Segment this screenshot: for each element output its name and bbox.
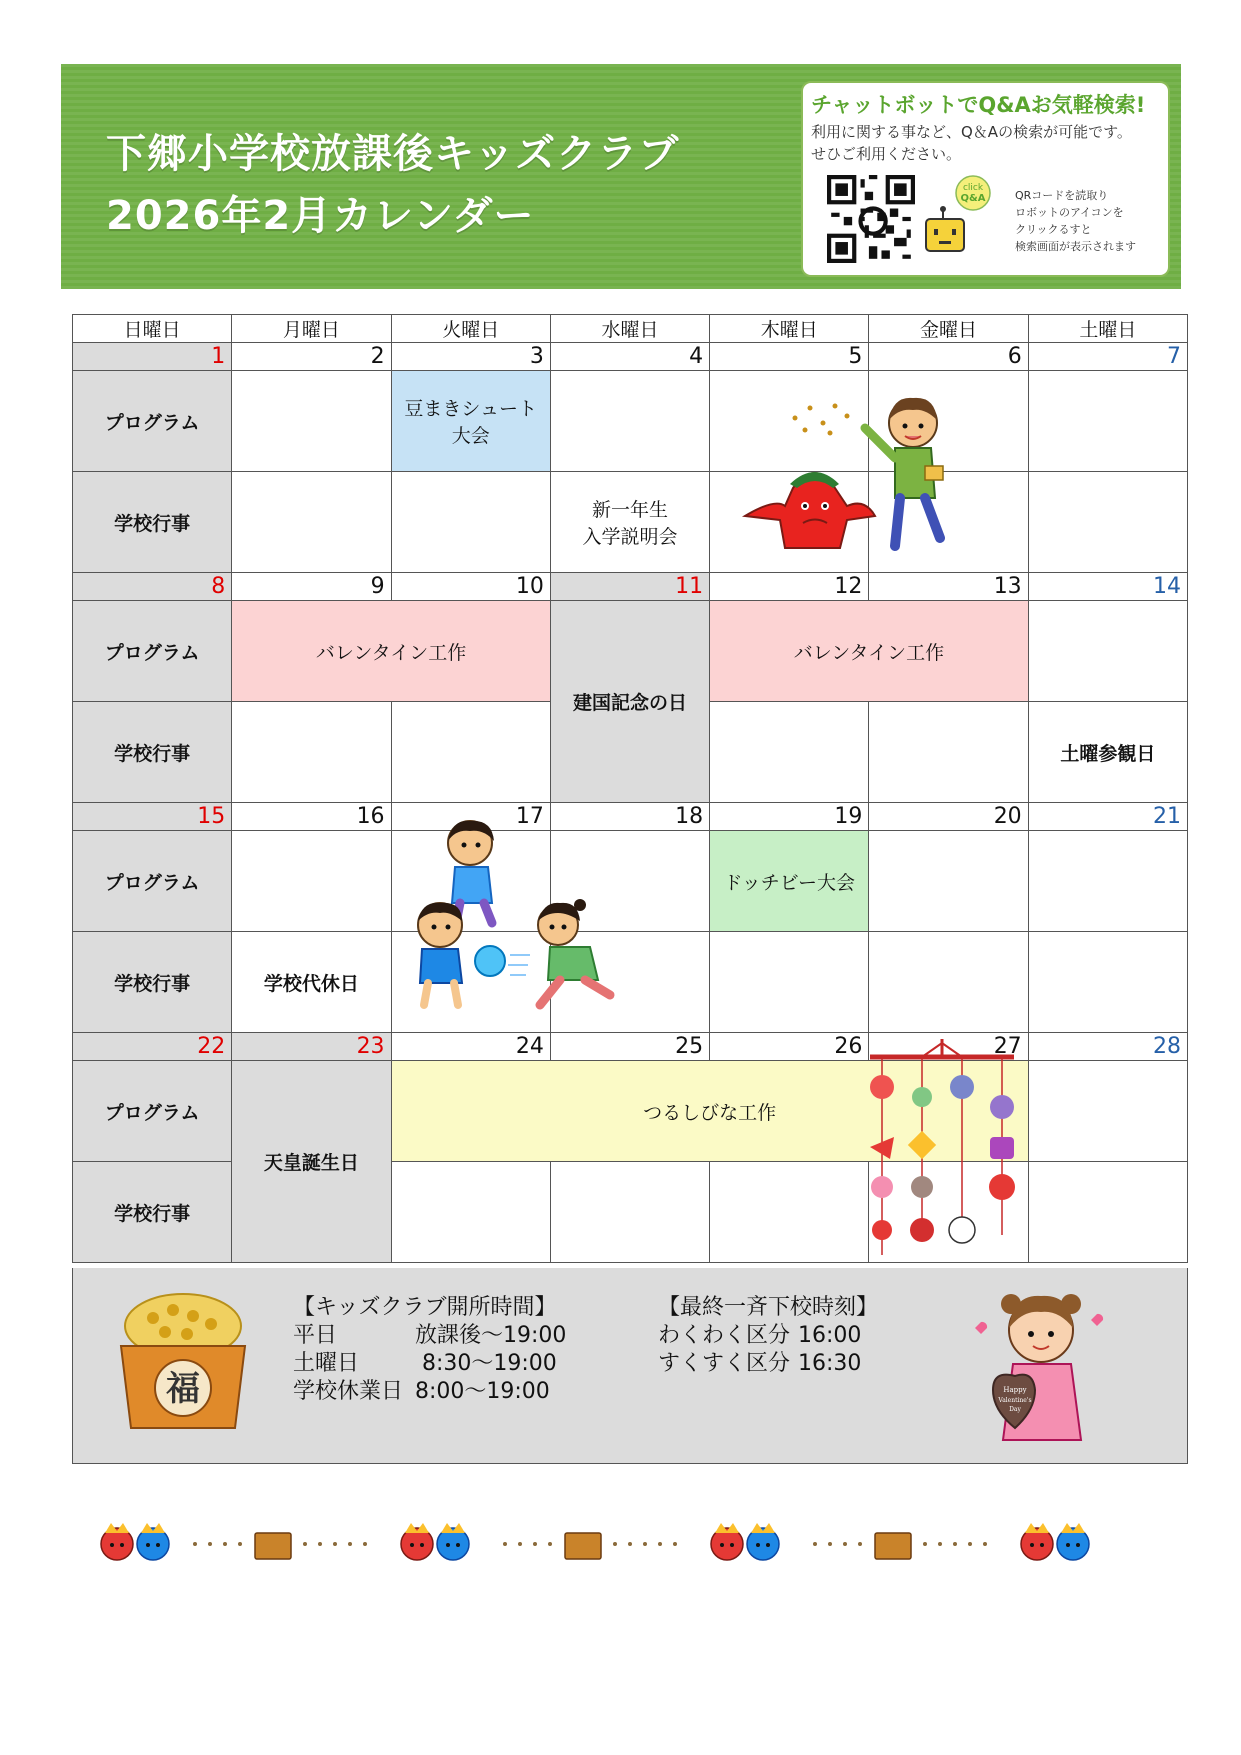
week-1-program xyxy=(73,371,1188,472)
weekday-header-row xyxy=(73,315,1188,343)
week-1-dates xyxy=(73,343,1188,371)
date-cell: 20 xyxy=(869,803,1028,831)
event-emperors-birthday: 天皇誕生日 xyxy=(232,1061,391,1263)
event-cell xyxy=(391,702,550,803)
date-cell: 21 xyxy=(1028,803,1187,831)
event-dodgebee: ドッチビー大会 xyxy=(710,831,869,932)
row-label-program: プログラム xyxy=(73,601,232,702)
date-cell: 6 xyxy=(869,343,1028,371)
date-cell: 27 xyxy=(869,1033,1028,1061)
week-3-program xyxy=(73,831,1188,932)
date-cell: 5 xyxy=(710,343,869,371)
event-cell xyxy=(232,371,391,472)
event-cell xyxy=(550,371,709,472)
date-cell: 14 xyxy=(1028,573,1187,601)
weekday-wed: 水曜日 xyxy=(550,315,709,343)
weekday-tue: 火曜日 xyxy=(391,315,550,343)
dismissal-times xyxy=(658,1294,878,1378)
hours-title: 【キッズクラブ開所時間】 xyxy=(293,1295,557,1320)
valentine-text-1: Happy xyxy=(1003,1386,1027,1394)
masu-character: 福 xyxy=(166,1369,200,1409)
event-cell xyxy=(1028,831,1187,932)
event-cell xyxy=(1028,1162,1187,1263)
date-cell: 26 xyxy=(710,1033,869,1061)
row-label-school: 学校行事 xyxy=(73,932,232,1033)
date-cell: 7 xyxy=(1028,343,1187,371)
date-cell: 25 xyxy=(550,1033,709,1061)
qa-line-2: せひご利用ください。 xyxy=(811,145,962,163)
event-cell xyxy=(1028,1061,1187,1162)
qa-note-1: QRコードを読取り xyxy=(1015,189,1109,202)
date-cell: 1 xyxy=(73,343,232,371)
week-1-school xyxy=(73,472,1188,573)
date-cell: 28 xyxy=(1028,1033,1187,1061)
date-cell: 11 xyxy=(550,573,709,601)
row-label-school: 学校行事 xyxy=(73,1162,232,1263)
qa-instructions xyxy=(1015,187,1136,255)
page-subtitle: 2026年2月カレンダー xyxy=(106,193,535,239)
date-cell: 23 xyxy=(232,1033,391,1061)
event-cell xyxy=(232,702,391,803)
dodgebee-kids-illustration xyxy=(400,815,630,1015)
weekday-sat: 土曜日 xyxy=(1028,315,1187,343)
hours-row-saturday: 土曜日 8:30～19:00 xyxy=(293,1351,557,1376)
event-cell xyxy=(869,932,1028,1033)
valentine-girl-illustration xyxy=(963,1280,1113,1450)
decorative-border-oni-masu xyxy=(95,1515,1145,1573)
row-label-program: プログラム xyxy=(73,831,232,932)
chatbot-qa-box xyxy=(801,81,1170,277)
event-cell xyxy=(1028,932,1187,1033)
date-cell: 24 xyxy=(391,1033,550,1061)
event-mamemaki: 豆まきシュート 大会 xyxy=(391,371,550,472)
qa-note-3: クリックるすと xyxy=(1015,223,1092,236)
event-substitute-holiday: 学校代休日 xyxy=(232,932,391,1033)
tsurushibina-illustration xyxy=(862,1035,1022,1265)
event-cell xyxy=(710,932,869,1033)
valentine-text-3: Day xyxy=(1009,1406,1021,1413)
weekday-fri: 金曜日 xyxy=(869,315,1028,343)
event-cell xyxy=(232,831,391,932)
date-cell: 4 xyxy=(550,343,709,371)
event-cell xyxy=(1028,472,1187,573)
date-cell: 18 xyxy=(550,803,709,831)
weekday-mon: 月曜日 xyxy=(232,315,391,343)
fukumasu-bean-box-illustration xyxy=(113,1288,253,1438)
event-orientation: 新一年生 入学説明会 xyxy=(550,472,709,573)
qa-badge-text: Q&A xyxy=(960,193,986,204)
date-cell: 22 xyxy=(73,1033,232,1061)
event-valentine-craft: バレンタイン工作 xyxy=(710,601,1029,702)
footer-info xyxy=(72,1268,1188,1464)
date-cell: 2 xyxy=(232,343,391,371)
row-label-school: 学校行事 xyxy=(73,472,232,573)
row-label-program: プログラム xyxy=(73,1061,232,1162)
event-cell xyxy=(1028,601,1187,702)
setsubun-oni-illustration xyxy=(735,388,975,558)
event-cell xyxy=(710,1162,869,1263)
date-cell: 19 xyxy=(710,803,869,831)
event-cell xyxy=(1028,371,1187,472)
row-label-program: プログラム xyxy=(73,371,232,472)
weekday-thu: 木曜日 xyxy=(710,315,869,343)
hours-row-school-holiday: 学校休業日 8:00～19:00 xyxy=(293,1379,550,1404)
qa-description xyxy=(811,121,1161,165)
date-cell: 10 xyxy=(391,573,550,601)
event-cell xyxy=(869,702,1028,803)
page-title: 下郷小学校放課後キッズクラブ xyxy=(106,131,680,177)
robot-icon[interactable] xyxy=(921,173,1011,268)
qa-line-1: 利用に関する事など、Q＆Aの検索が可能です。 xyxy=(811,123,1132,141)
date-cell: 9 xyxy=(232,573,391,601)
dismiss-row-sukusuku: すくすく区分 16:30 xyxy=(658,1351,862,1376)
date-cell: 8 xyxy=(73,573,232,601)
event-cell xyxy=(550,1162,709,1263)
event-cell xyxy=(869,831,1028,932)
qr-code-icon[interactable] xyxy=(827,175,915,263)
event-national-foundation-day: 建国記念の日 xyxy=(550,601,709,803)
date-cell: 17 xyxy=(391,803,550,831)
week-2-program xyxy=(73,601,1188,702)
opening-hours xyxy=(293,1294,566,1406)
week-3-dates xyxy=(73,803,1188,831)
valentine-text-2: Valentine's xyxy=(998,1397,1032,1404)
qa-heading: チャットボットでQ&Aお気軽検索! xyxy=(811,93,1146,117)
week-3-school xyxy=(73,932,1188,1033)
event-cell xyxy=(391,1162,550,1263)
click-badge-text: click xyxy=(962,183,984,193)
event-open-school-saturday: 土曜参観日 xyxy=(1028,702,1187,803)
header-banner xyxy=(61,64,1181,289)
date-cell: 13 xyxy=(869,573,1028,601)
date-cell: 16 xyxy=(232,803,391,831)
weekday-sun: 日曜日 xyxy=(73,315,232,343)
date-cell: 15 xyxy=(73,803,232,831)
event-cell xyxy=(232,472,391,573)
event-tsurushibina-craft: つるしびな工作 xyxy=(391,1061,1028,1162)
date-cell: 12 xyxy=(710,573,869,601)
qa-note-4: 検索画面が表示されます xyxy=(1015,240,1136,253)
dismiss-title: 【最終一斉下校時刻】 xyxy=(658,1295,879,1320)
week-2-dates xyxy=(73,573,1188,601)
date-cell: 3 xyxy=(391,343,550,371)
row-label-school: 学校行事 xyxy=(73,702,232,803)
qa-note-2: ロボットのアイコンを xyxy=(1015,206,1124,219)
event-cell xyxy=(710,702,869,803)
hours-row-weekday: 平日 放課後～19:00 xyxy=(293,1323,567,1348)
event-cell xyxy=(391,472,550,573)
event-valentine-craft: バレンタイン工作 xyxy=(232,601,551,702)
dismiss-row-wakuwaku: わくわく区分 16:00 xyxy=(658,1323,862,1348)
